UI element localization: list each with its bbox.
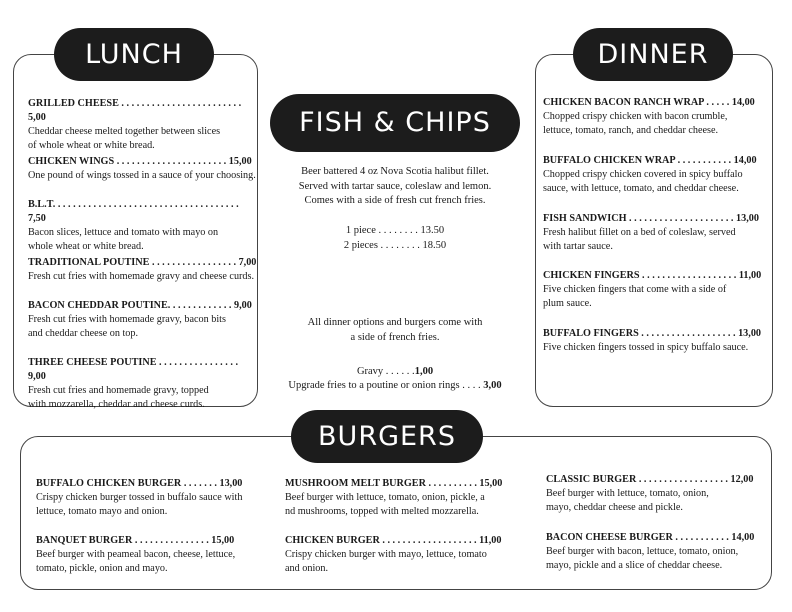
- item-name: TRADITIONAL POUTINE . . . . . . . . . . . . . . . . . 7,00: [28, 257, 257, 268]
- item-name: BUFFALO FINGERS . . . . . . . . . . . . . . . . . . . 13,00: [543, 328, 762, 339]
- item-description: Crispy chicken burger with mayo, lettuce, tomato and onion.: [285, 549, 487, 574]
- item-description: One pound of wings tossed in a sauce of your choosing.: [28, 170, 256, 181]
- lunch-item-traditional-poutine: [28, 256, 258, 284]
- item-description: Beef burger with lettuce, tomato, onion, mayo, cheddar cheese and pickle.: [546, 488, 709, 513]
- item-description: Five chicken fingers that come with a side of plum sauce.: [543, 284, 727, 309]
- burger-item-chicken: [285, 534, 525, 576]
- burger-item-bacon-cheese: [546, 531, 771, 573]
- item-description: Beef burger with bacon, lettuce, tomato, onion, mayo, pickle and a slice of cheddar cheese.: [546, 546, 739, 571]
- item-name: BUFFALO CHICKEN BURGER . . . . . . . 13,00: [36, 478, 243, 489]
- lunch-item-chicken-wings: [28, 155, 258, 183]
- upgrade-price: 3,00: [483, 379, 502, 391]
- dinner-item-buffalo-fingers: [543, 327, 771, 355]
- burger-item-banquet: [36, 534, 276, 576]
- burger-item-mushroom-melt: [285, 477, 525, 519]
- item-description: Cheddar cheese melted together between slices of whole wheat or white bread.: [28, 126, 221, 151]
- item-name: B.L.T. . . . . . . . . . . . . . . . . . . . . . . . . . . . . . . . . . . . . 7,50: [28, 199, 239, 224]
- item-name: BANQUET BURGER . . . . . . . . . . . . . . . 15,00: [36, 535, 235, 546]
- item-name: GRILLED CHEESE . . . . . . . . . . . . . . . . . . . . . . . . 5,00: [28, 98, 242, 123]
- item-name: FISH SANDWICH . . . . . . . . . . . . . . . . . . . . . 13,00: [543, 213, 759, 224]
- burger-item-classic: [546, 473, 771, 515]
- dinner-item-chicken-fingers: [543, 269, 771, 311]
- item-description: Beef burger with lettuce, tomato, onion, pickle, a nd mushrooms, topped with melted mozzarella.: [285, 492, 485, 517]
- item-description: Chopped crispy chicken with bacon crumble, lettuce, tomato, ranch, and cheddar cheese.: [543, 111, 728, 136]
- gravy-price: 1,00: [414, 365, 434, 377]
- item-description: Chopped crispy chicken covered in spicy buffalo sauce, with lettuce, tomato, and cheddar cheese.: [543, 169, 743, 194]
- item-name: CHICKEN FINGERS . . . . . . . . . . . . . . . . . . . 11,00: [543, 270, 762, 281]
- fish-prices: 1 piece . . . . . . . . 13.50 2 pieces . . . . . . . . 18.50: [343, 225, 447, 251]
- item-description: Fresh cut fries and homemade gravy, topped with mozzarella, cheddar and cheese curds.: [28, 385, 209, 410]
- item-description: Crispy chicken burger tossed in buffalo sauce with lettuce, tomato mayo and onion.: [36, 492, 243, 517]
- item-name: CHICKEN BACON RANCH WRAP . . . . . 14,00: [543, 97, 755, 108]
- lunch-item-grilled-cheese: [28, 97, 258, 153]
- dinner-heading: DINNER: [573, 28, 733, 81]
- item-name: MUSHROOM MELT BURGER . . . . . . . . . . 15,00: [285, 478, 503, 489]
- fish-description: Beer battered 4 oz Nova Scotia halibut fillet. Served with tartar sauce, coleslaw and lemon. Comes with a side of fresh cut french fries.: [298, 166, 492, 206]
- item-description: Beef burger with peameal bacon, cheese, lettuce, tomato, pickle, onion and mayo.: [36, 549, 236, 574]
- item-description: Fresh cut fries with homemade gravy and cheese curds.: [28, 271, 255, 282]
- item-description: Five chicken fingers tossed in spicy buffalo sauce.: [543, 342, 749, 353]
- item-name: CLASSIC BURGER . . . . . . . . . . . . . . . . . . 12,00: [546, 474, 754, 485]
- upgrade-label: Upgrade fries to a poutine or onion rings . . . .: [288, 379, 484, 391]
- upgrade-line: [265, 364, 525, 393]
- sides-note: All dinner options and burgers come with a side of french fries.: [307, 317, 483, 343]
- gravy-label: Gravy . . . . . .: [356, 365, 415, 377]
- burgers-heading: BURGERS: [291, 410, 483, 463]
- item-description: Fresh halibut fillet on a bed of coleslaw, served with tartar sauce.: [543, 227, 736, 252]
- fish-and-chips-heading: FISH & CHIPS: [270, 94, 520, 152]
- item-name: BUFFALO CHICKEN WRAP . . . . . . . . . . . 14,00: [543, 155, 757, 166]
- lunch-item-three-cheese-poutine: [28, 356, 258, 412]
- item-name: BACON CHEESE BURGER . . . . . . . . . . . 14,00: [546, 532, 755, 543]
- dinner-item-buffalo-chicken-wrap: [543, 154, 771, 196]
- item-name: CHICKEN BURGER . . . . . . . . . . . . . . . . . . . 11,00: [285, 535, 502, 546]
- item-name: CHICKEN WINGS . . . . . . . . . . . . . . . . . . . . . . 15,00: [28, 156, 252, 167]
- item-name: THREE CHEESE POUTINE . . . . . . . . . . . . . . . . 9,00: [28, 357, 239, 382]
- item-name: BACON CHEDDAR POUTINE. . . . . . . . . . . . . 9,00: [28, 300, 252, 311]
- dinner-item-fish-sandwich: [543, 212, 771, 254]
- lunch-item-bacon-cheddar-poutine: [28, 299, 258, 341]
- lunch-item-blt: [28, 198, 258, 254]
- item-description: Fresh cut fries with homemade gravy, bacon bits and cheddar cheese on top.: [28, 314, 226, 339]
- dinner-item-chicken-bacon-ranch-wrap: [543, 96, 771, 138]
- lunch-heading: LUNCH: [54, 28, 214, 81]
- burger-item-buffalo-chicken: [36, 477, 276, 519]
- item-description: Bacon slices, lettuce and tomato with mayo on whole wheat or white bread.: [28, 227, 219, 252]
